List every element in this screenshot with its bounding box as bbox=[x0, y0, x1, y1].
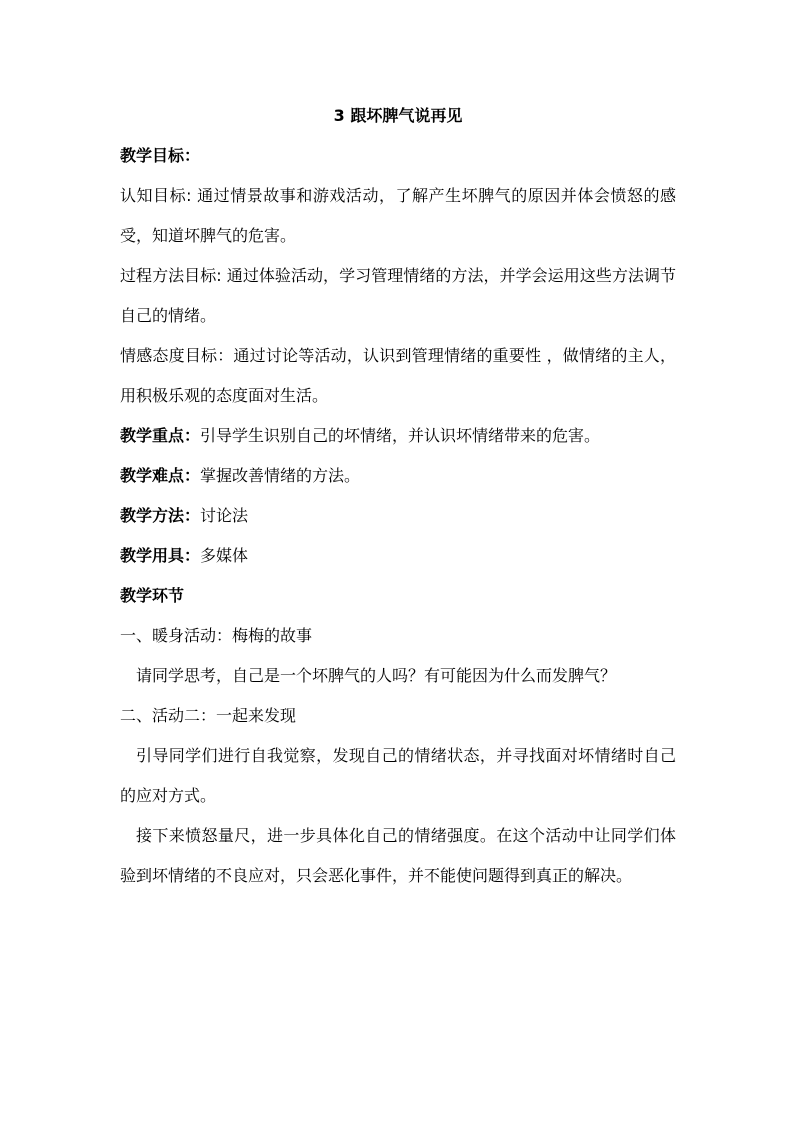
difficulty-label: 教学难点： bbox=[120, 466, 201, 485]
cognitive-objective: 认知目标: 通过情景故事和游戏活动，了解产生坏脾气的原因并体会愤怒的感受，知道坏脾气的危害。 bbox=[120, 186, 676, 245]
emotion-objective: 情感态度目标：通过讨论等活动，认识到管理情绪的重要性 ，做情绪的主人，用积极乐观的态度面对生活。 bbox=[120, 346, 676, 405]
process-objective: 过程方法目标: 通过体验活动，学习管理情绪的方法，并学会运用这些方法调节自己的情绪。 bbox=[120, 266, 676, 325]
key-point-text: 引导学生识别自己的坏情绪，并认识坏情绪带来的危害。 bbox=[200, 426, 601, 445]
step2-title: 二、活动二：一起来发现 bbox=[120, 706, 297, 725]
difficulty-text: 掌握改善情绪的方法。 bbox=[200, 466, 361, 485]
difficulty-point bbox=[120, 464, 676, 488]
key-point-label: 教学重点： bbox=[120, 426, 201, 445]
tools-text: 多媒体 bbox=[200, 546, 249, 565]
teaching-tools bbox=[120, 544, 676, 568]
step2-text-2: 接下来愤怒量尺，进一步具体化自己的情绪强度。在这个活动中让同学们体验到坏情绪的不良应对，只会恶化事件，并不能使问题得到真正的解决。 bbox=[120, 826, 676, 885]
step1-title: 一、暖身活动：梅梅的故事 bbox=[120, 626, 313, 645]
step1-text: 请同学思考，自己是一个坏脾气的人吗？有可能因为什么而发脾气？ bbox=[136, 666, 617, 685]
tools-label: 教学用具： bbox=[120, 546, 201, 565]
objectives-heading: 教学目标： bbox=[120, 146, 201, 165]
document-page bbox=[120, 104, 676, 904]
teaching-method bbox=[120, 504, 676, 528]
step2-text-1: 引导同学们进行自我觉察，发现自己的情绪状态，并寻找面对坏情绪时自己的应对方式。 bbox=[120, 746, 676, 805]
method-label: 教学方法： bbox=[120, 506, 201, 525]
steps-heading: 教学环节 bbox=[120, 586, 185, 605]
method-text: 讨论法 bbox=[200, 506, 249, 525]
lesson-title: 3 跟坏脾气说再见 bbox=[333, 106, 463, 125]
key-point bbox=[120, 424, 676, 448]
